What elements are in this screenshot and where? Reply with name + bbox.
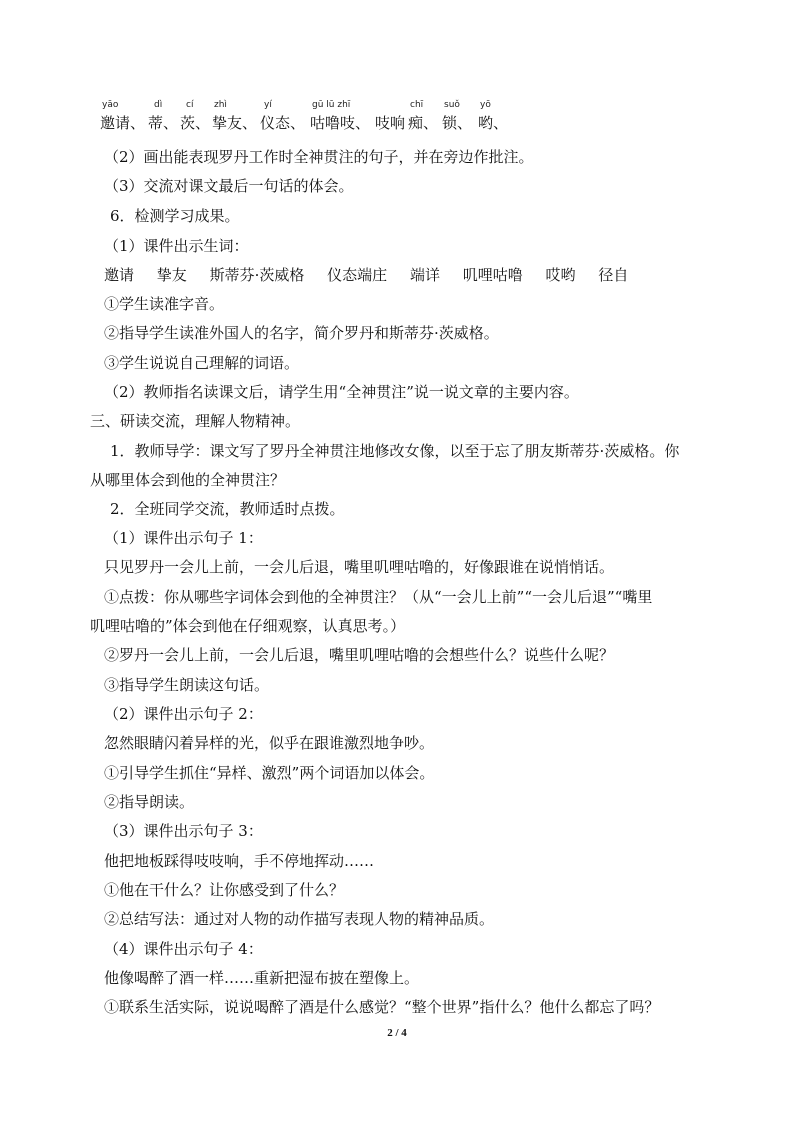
text-line: （3）课件出示句子 3： <box>104 822 263 840</box>
text-line: ②指导学生读准外国人的名字，简介罗丹和斯蒂芬·茨威格。 <box>104 324 499 342</box>
text-line: 忽然眼睛闪着异样的光，似乎在跟谁激烈地争吵。 <box>104 734 435 752</box>
text-line: 2．全班同学交流，教师适时点拨。 <box>110 500 345 518</box>
vocab-word: 斯蒂芬·茨威格 <box>209 266 305 284</box>
text-line: （4）课件出示句子 4： <box>104 940 263 958</box>
vocab-word: 叽哩咕噜 <box>462 266 523 284</box>
vocab-word: 邀请 <box>104 266 135 284</box>
text-line: 他把地板踩得吱吱响，手不停地挥动…… <box>104 852 375 870</box>
vocab-word: 端详 <box>409 266 440 284</box>
text-line: ②总结写法：通过对人物的动作描写表现人物的精神品质。 <box>104 910 495 928</box>
text-line: ①联系生活实际，说说喝醉了酒是什么感觉？“整个世界”指什么？他什么都忘了吗？ <box>104 998 660 1016</box>
hanzi: 吱响 <box>375 114 406 132</box>
vocab-word: 哎哟 <box>545 266 576 284</box>
pinyin: zhì <box>214 100 227 110</box>
hanzi: 挚友、 <box>212 114 258 132</box>
text-line: ②罗丹一会儿上前，一会儿后退，嘴里叽哩咕噜的会想些什么？说些什么呢？ <box>104 646 615 664</box>
pinyin: dì <box>154 100 163 110</box>
hanzi: 痴、 <box>408 114 439 132</box>
vocab-word: 仪态端庄 <box>327 266 388 284</box>
pinyin: suǒ <box>444 100 460 110</box>
pinyin: cí <box>186 100 194 110</box>
text-line: ①他在干什么？让你感受到了什么？ <box>104 881 345 899</box>
pinyin: gū lū zhī <box>312 100 351 110</box>
text-line: （3）交流对课文最后一句话的体会。 <box>104 177 354 195</box>
pinyin: yō <box>480 100 491 110</box>
text-line: 他像喝醉了酒一样……重新把湿布披在塑像上。 <box>104 969 420 987</box>
hanzi: 蒂、 <box>148 114 179 132</box>
hanzi: 锁、 <box>442 114 473 132</box>
hanzi: 咕噜吱、 <box>310 114 371 132</box>
text-line: ②指导朗读。 <box>104 793 195 811</box>
text-line: ①学生读准字音。 <box>104 295 225 313</box>
text-line: （1）课件出示句子 1： <box>104 529 263 547</box>
vocab-row <box>104 264 646 285</box>
text-line: （2）画出能表现罗丹工作时全神贯注的句子，并在旁边作批注。 <box>104 148 534 166</box>
text-line: 从哪里体会到他的全神贯注？ <box>90 471 286 489</box>
pinyin: chī <box>410 100 424 110</box>
text-line: 1．教师导学：课文写了罗丹全神贯注地修改女像，以至于忘了朋友斯蒂芬·茨威格。你 <box>110 442 680 460</box>
text-line: ①引导学生抓住“异样、激烈”两个词语加以体会。 <box>104 764 435 782</box>
text-line: ③学生说说自己理解的词语。 <box>104 354 300 372</box>
text-line: 只见罗丹一会儿上前，一会儿后退，嘴里叽哩咕噜的，好像跟谁在说悄悄话。 <box>104 558 615 576</box>
text-line: 叽哩咕噜的”体会到他在仔细观察，认真思考。） <box>90 617 406 635</box>
section-heading: 三、研读交流，理解人物精神。 <box>90 412 301 430</box>
text-line: ③指导学生朗读这句话。 <box>104 676 270 694</box>
vocab-word: 挚友 <box>156 266 187 284</box>
hanzi: 哟、 <box>478 114 509 132</box>
text-line: （2）课件出示句子 2： <box>104 705 263 723</box>
text-line: （2）教师指名读课文后，请学生用“全神贯注”说一说文章的主要内容。 <box>104 383 579 401</box>
text-line: ①点拨：你从哪些字词体会到他的全神贯注？（从“一会儿上前”“一会儿后退”“嘴里 <box>104 588 653 606</box>
hanzi: 邀请、 <box>100 114 146 132</box>
vocab-word: 径自 <box>598 266 629 284</box>
text-line: （1）课件出示生词： <box>104 237 249 255</box>
hanzi: 茨、 <box>180 114 211 132</box>
pinyin: yāo <box>102 100 119 110</box>
pinyin: yí <box>264 100 272 110</box>
text-line: 6．检测学习成果。 <box>110 207 240 225</box>
hanzi: 仪态、 <box>260 114 306 132</box>
page-number: 2 / 4 <box>387 1027 407 1039</box>
